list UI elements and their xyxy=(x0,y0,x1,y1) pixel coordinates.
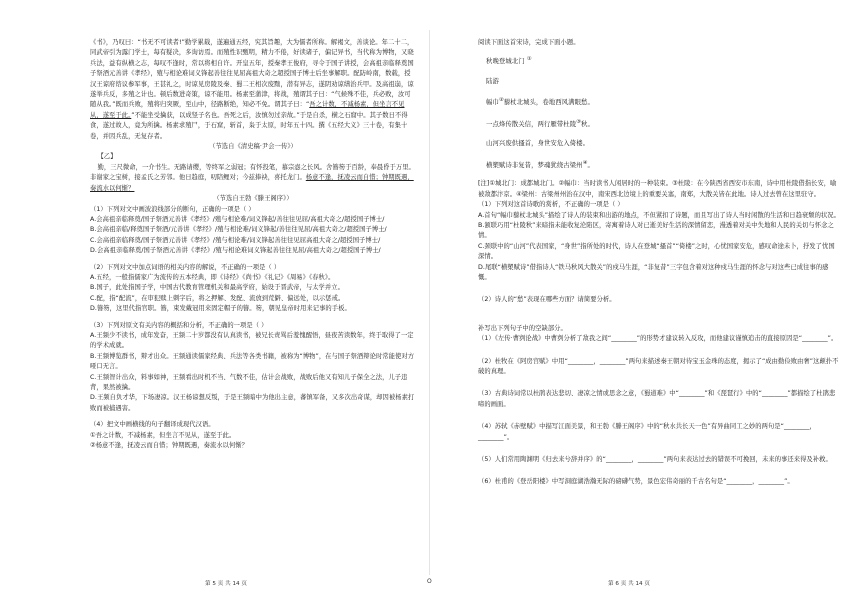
question-2: （2）下列对文中加点词语的相关内容的解说，不正确的一项是（ ） xyxy=(90,263,281,271)
option: D.簪笏，这里代指官职。簪，束发戴冠用来固定帽子的簪。笏，朝见皇帝时用来记事的手板。 xyxy=(90,305,351,313)
fill-item: （6）杜甫的《登岳阳楼》中写洞庭湖浩瀚无际的磅礴气势，景色宏伟奇丽的千古名句是“________，________”。 xyxy=(478,478,794,486)
poem-title: 秋晚登城北门 ① xyxy=(486,56,532,66)
option: C.王频智计出众，料事如神，王频看出时机不当、气数不佳，估计会战败，战败后他又有知儿子保全之法，儿子违背，果然被擒。 xyxy=(90,373,408,391)
question-3: （3）下列对原文有关内容的概括和分析，不正确的一项是（ ） xyxy=(90,321,268,329)
question-1: （1）下列对文中画波浪线部分的断句，正确的一项是（ ） xyxy=(90,205,255,213)
option: B.王频博览群书，辩才出众。王频通读儒家经典、兵法等各类书籍，被称为“博物”，在与国子祭酒辩论时常能使对方哑口无言。 xyxy=(90,352,415,371)
poem-line: 山河兴废供搔首，身世安危入倚楼。 xyxy=(486,139,590,148)
question-1-options xyxy=(90,215,416,257)
underlined-sentence-2: 杨意不逢，抚凌云而自惜；钟期既遇，奏流水以何惭？ xyxy=(90,174,414,192)
intro: 阅读下面这首宋诗，完成下面小题。 xyxy=(478,39,580,46)
question-4: （4）把文中画横线的句子翻译成现代汉语。 xyxy=(90,421,215,429)
passage-1: 《书》，乃叹曰：“书无不可读者!”勤学累载，遂遍通五经，究其旨趣，大为儒者所称。解褐文，善谈论。年二十二，同武帝引为露门学士，每有疑决，多询访焉。而殖性识甄明，精力不倦，好读诸子，偏记异书，当代称为博物，又晓兵法，益有纵横之志，每叹不逢时，常以将相自许。开皇五年，授秦孝王俊府，寻令于国子讲授，会高祖亲临释奠国子祭酒元善讲《孝经》，殖与相论难词义锋起善往往见屈高祖大奇之超授国子博士后坐事解职。配防岭南，数载，授汉王谅府谘议参军事，王甚礼之，时谅见房陵及秦、蜀二王相次废黜，潜有异志，遂阴劝谅缮治兵甲。及高祖崩，谅遂举兵反，多殖之计也。顿后数进奇策，谅不能用。杨素至蒲津，将战，殖谓其子曰：“气候殊不佳，兵必败，汝可随从我。”既而兵败，殖将归突厥，至山中，径路断绝，知必不免。谓其子曰：“吾之计数，不减杨素，但坐言不见从，遂至于此。”不能坐受擒获，以成竖子名也。吾死之后，汝慎勿过亲故。”于是自杀，横之石窟中。其子数日不得食，遂过故人，竟为所擒。杨素求殖尸，于石窟，斩首，枭于太原，时年五十四。撰《五经大义》三十卷，有集十卷，并因兵乱，无复存者。 xyxy=(90,39,414,140)
option: C.会高祖亲临释奠/国子祭酒元善讲《孝经》/殖与相论难/词义锋起善往往见屈高祖大奇之/超授国子博士/ xyxy=(90,236,381,244)
poem-line: 横槊赋诗非复昔，梦魂犹绕古梁州④。 xyxy=(486,159,594,169)
option: D.会高祖亲临释奠/国子祭酒元善讲《孝经》/殖与相论难词义锋起善往往见屈/高祖大奇之/超授国子博士/ xyxy=(90,247,381,255)
option: D.尾联“横槊赋诗”借指诗人“铁马秋风大散关”的戍马生涯，“非复昔”三字包含着对这种戍马生涯的怀念与对这些已成往事的感慨。 xyxy=(478,263,829,281)
question-2-options xyxy=(90,273,416,315)
source-1: （节选自《清史稿·尹会一传》） xyxy=(209,143,297,151)
option: B.会高祖亲临/释奠国子祭酒/元善讲《孝经》/殖与相论难/词义锋起/善往往见屈/高祖大奇之/超授国子博士/ xyxy=(90,226,387,234)
right-page xyxy=(430,0,860,608)
question-2: （2）诗人的“愁”表现在哪些方面？请简要分析。 xyxy=(478,296,616,304)
poem-line: 幅巾②藜杖北城头，卷地西风满眼愁。 xyxy=(486,97,594,107)
fill-intro: 补写出下列句子中的空缺部分。 xyxy=(478,324,567,332)
question-1: （1）下列对这首诗歌的赏析，不正确的一项是（ ） xyxy=(478,201,624,209)
option: A.王频少不读书，成年发奋，王频二十岁都没有认真读书，被兄长责骂后羞愧醒悟，昼夜苦读数年，终于取得了一定的学术成就。 xyxy=(90,331,414,350)
option: C.颈联中的“山河”代表国家，“身世”指所处的时代，诗人在登城“搔首”“倚楼”之时，心忧国家安危，感叹命途未卜，抒发了忧国深情。 xyxy=(478,242,835,261)
translate-item: ①吾之计数，不减杨素，但坐言不见从，遂至于此。 xyxy=(90,431,236,439)
fill-item: （4）苏轼《赤壁赋》中描写江面美景，和王勃《滕王阁序》中的“秋水共长天一色”有异曲同工之妙的两句是“________，________”。 xyxy=(478,423,816,441)
source-2: （节选自王勃《滕王阁序》） xyxy=(213,195,293,203)
underlined-sentence: 吾之计数，不减杨素，但坐言不见从，遂至于此。 xyxy=(90,101,405,119)
fill-item: （2）杜牧在《阿房宫赋》中用“________，________”两句来描述秦王朝对待宝玉金珠的态度，揭示了“成由勤俭败由奢”这颠扑不破的真理。 xyxy=(478,357,839,376)
option: B.颔联巧用“杜陵秋”来暗指未能收复沦陷区，寄寓着诗人对已逝美好生活的深情留恋，漫透着对关中失地和人民的关切与怀念之情。 xyxy=(478,221,834,240)
fill-item: （5）人们常用陶渊明《归去来兮辞并序》的“________，________”两句来表达过去的错误不可挽回，未来的事还来得及补救。 xyxy=(478,456,832,464)
poem-author: 陆游 xyxy=(486,76,499,85)
poem-notes: [注]①城北门：成都城北门。②幅巾：当时读书人闲居时的一种装束。③杜陵：在今陕西省西安市东南，诗中用杜陵借指长安，喻被敌都汴京。④梁州：古梁州州治在汉中，南宋西北边境上的重要关塞，南郑，大散关皆在此地。诗人过去曾在这里驻守。 xyxy=(478,180,837,198)
passage-2: 勤，三尺微命，一介书生。无路请缨，等终军之弱冠；有怀投笔，慕宗悫之长风。舍簪笏于百龄，奉晨昏于万里。非谢家之宝树，接孟氏之芳邻。他日趋庭，叨陪鲤对；今兹捧袂，喜托龙门。杨意不逢，抚凌云而自惜；钟期既遇，奏流水以何惭？ xyxy=(90,163,415,192)
option: A.五经，一般指儒家广为流传的五本经典，即《诗经》《尚书》《礼记》《周易》《春秋》。 xyxy=(90,273,335,281)
fill-item: （3）古典诗词常以杜鹃表达悲切、凄凉之情或思念之意，《蜀道难》中“________”和《琵琶行》中的“________”都描绘了杜鹃悲啼的画面。 xyxy=(478,390,836,408)
option: A.会高祖亲临释奠/国子祭酒元善讲《孝经》/殖与相论难/词义锋起/善往往见屈/高祖大奇之/超授国子博士/ xyxy=(90,215,385,223)
page-footer-right: 第 6 页 共 14 页 xyxy=(608,581,650,587)
option: D.王频自负才华，下场凄凉。汉王杨谅想反叛，于是王频暗中为他出主意，蕃镇军备，又多次出奇谋，却因被杨素打败而被捕遇害。 xyxy=(90,394,415,412)
option: C.配，指“配流”，在审犯赎上刺字后，将之押解、发配、流放到荒僻、偏远处，以示惩戒。 xyxy=(90,294,345,302)
poem-line: 一点烽传散关信，两行雁带杜陵③秋。 xyxy=(486,118,594,128)
option: A.首句“幅巾藜杖北城头”描绘了诗人的装束和出游的地点，不但紧扣了诗题，而且写出了诗人当时闲散的生活和日趋衰颓的状况。 xyxy=(478,211,841,219)
translate-item: ②杨意不逢，抚凌云而自惜；钟期既遇，奏流水以何惭？ xyxy=(90,442,249,450)
fill-item: （1）《左传·曹刿论战》中曹刿分析了敌我之间“________”的形势才建议转入反攻，而他建议谨慎追击的直接原因是“________”。 xyxy=(478,335,838,343)
option: B.国子，此处指国子学，中国古代教育管理机关和最高学府，始设于晋武帝，与太学并立。 xyxy=(90,284,344,292)
passage-2-label: 【乙】 xyxy=(97,153,117,161)
question-3-options xyxy=(90,331,416,414)
page-footer-left: 第 5 页 共 14 页 xyxy=(205,581,247,587)
center-circle: O xyxy=(427,578,432,585)
